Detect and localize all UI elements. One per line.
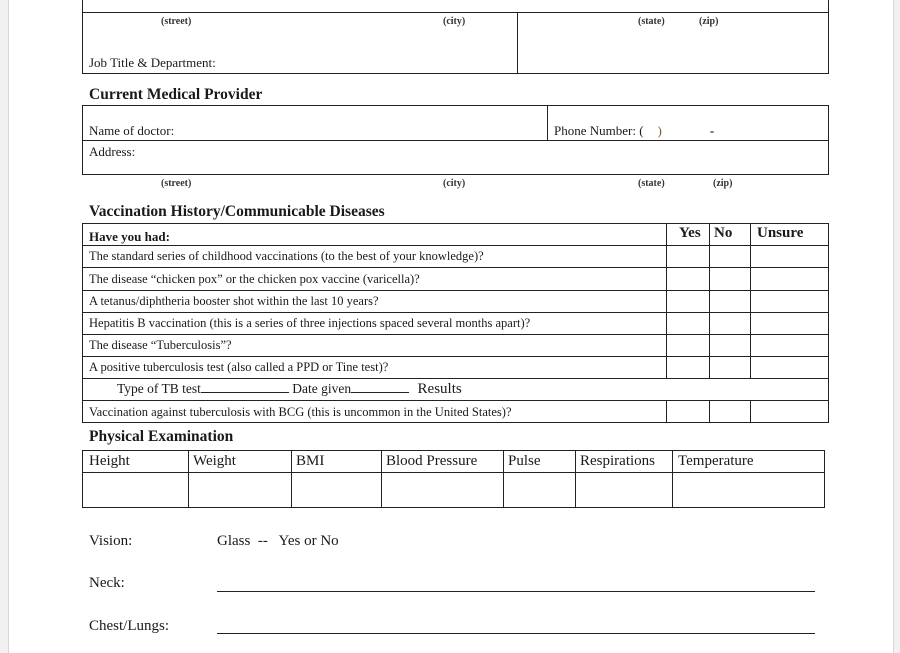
street-label: (street) (161, 16, 192, 27)
phone-dash: - (709, 123, 715, 138)
zip-label: (zip) (713, 178, 733, 189)
unsure-checkbox-cell[interactable] (751, 246, 829, 267)
zip-label: (zip) (699, 16, 719, 27)
document-page (8, 0, 894, 653)
yes-checkbox-cell[interactable] (667, 291, 709, 312)
yes-checkbox-cell[interactable] (667, 268, 709, 290)
divider (82, 12, 829, 13)
no-checkbox-cell[interactable] (710, 268, 750, 290)
unsure-column-header: Unsure (757, 225, 804, 241)
divider (517, 12, 518, 74)
yes-checkbox-cell[interactable] (667, 246, 709, 267)
divider (82, 140, 829, 141)
no-checkbox-cell[interactable] (710, 291, 750, 312)
pulse-header: Pulse (508, 453, 541, 469)
street-label: (street) (161, 178, 192, 189)
temperature-input-cell[interactable] (673, 473, 824, 507)
tb-type-field[interactable] (201, 392, 289, 393)
weight-header: Weight (193, 453, 236, 469)
blood-pressure-input-cell[interactable] (382, 473, 503, 507)
vision-label: Vision: (89, 533, 133, 549)
bmi-input-cell[interactable] (292, 473, 381, 507)
question-tetanus: A tetanus/diphtheria booster shot within the last 10 years? (89, 294, 379, 308)
tb-details-row (117, 381, 462, 398)
chest-lungs-label: Chest/Lungs: (89, 618, 170, 634)
no-column-header: No (714, 225, 733, 241)
no-checkbox-cell[interactable] (710, 246, 750, 267)
state-label: (state) (638, 16, 665, 27)
neck-label: Neck: (89, 575, 125, 591)
vaccination-title: Vaccination History/Communicable Diseases (89, 203, 385, 220)
have-you-had-header: Have you had: (89, 229, 170, 244)
physical-exam-title: Physical Examination (89, 428, 234, 445)
question-childhood-vaccinations: The standard series of childhood vaccinations (to the best of your knowledge)? (89, 249, 484, 263)
phone-number-field[interactable] (554, 123, 714, 139)
unsure-checkbox-cell[interactable] (751, 291, 829, 312)
divider (547, 105, 548, 141)
city-label: (city) (443, 178, 466, 189)
state-label: (state) (638, 178, 665, 189)
unsure-checkbox-cell[interactable] (751, 357, 829, 378)
question-hepatitis-b: Hepatitis B vaccination (this is a series of three injections spaced several months apart)? (89, 316, 531, 330)
no-checkbox-cell[interactable] (710, 401, 750, 422)
results-label: Results (417, 381, 462, 397)
temperature-header: Temperature (678, 453, 754, 469)
height-input-cell[interactable] (83, 473, 188, 507)
question-bcg: Vaccination against tuberculosis with BCG (this is uncommon in the United States)? (89, 405, 512, 419)
yes-checkbox-cell[interactable] (667, 335, 709, 356)
pulse-input-cell[interactable] (504, 473, 575, 507)
date-given-label: Date given (292, 381, 352, 396)
height-header: Height (89, 453, 130, 469)
neck-input-line[interactable] (217, 591, 815, 592)
divider (82, 378, 829, 379)
yes-checkbox-cell[interactable] (667, 401, 709, 422)
no-checkbox-cell[interactable] (710, 335, 750, 356)
yes-checkbox-cell[interactable] (667, 357, 709, 378)
respirations-input-cell[interactable] (576, 473, 672, 507)
question-tb-test: A positive tuberculosis test (also called a PPD or Tine test)? (89, 360, 389, 374)
weight-input-cell[interactable] (189, 473, 291, 507)
chest-lungs-input-line[interactable] (217, 633, 815, 634)
city-label: (city) (443, 16, 466, 27)
medical-provider-title: Current Medical Provider (89, 86, 263, 103)
bmi-header: BMI (296, 453, 325, 469)
phone-close-paren: ) (657, 123, 662, 138)
respirations-header: Respirations (580, 453, 655, 469)
date-given-field[interactable] (351, 392, 409, 393)
job-title-field[interactable]: Job Title & Department: (89, 55, 216, 70)
tb-type-label: Type of TB test (117, 381, 201, 396)
blood-pressure-header: Blood Pressure (386, 453, 478, 469)
glasses-yes-no[interactable]: Glass -- Yes or No (217, 533, 339, 549)
unsure-checkbox-cell[interactable] (751, 401, 829, 422)
address-field[interactable]: Address: (89, 144, 136, 159)
yes-column-header: Yes (679, 225, 701, 241)
unsure-checkbox-cell[interactable] (751, 335, 829, 356)
no-checkbox-cell[interactable] (710, 357, 750, 378)
phone-label: Phone Number: ( (554, 123, 644, 138)
question-tuberculosis: The disease “Tuberculosis”? (89, 338, 232, 352)
doctor-name-field[interactable]: Name of doctor: (89, 123, 175, 138)
unsure-checkbox-cell[interactable] (751, 313, 829, 334)
question-chicken-pox: The disease “chicken pox” or the chicken pox vaccine (varicella)? (89, 272, 420, 286)
unsure-checkbox-cell[interactable] (751, 268, 829, 290)
yes-checkbox-cell[interactable] (667, 313, 709, 334)
no-checkbox-cell[interactable] (710, 313, 750, 334)
